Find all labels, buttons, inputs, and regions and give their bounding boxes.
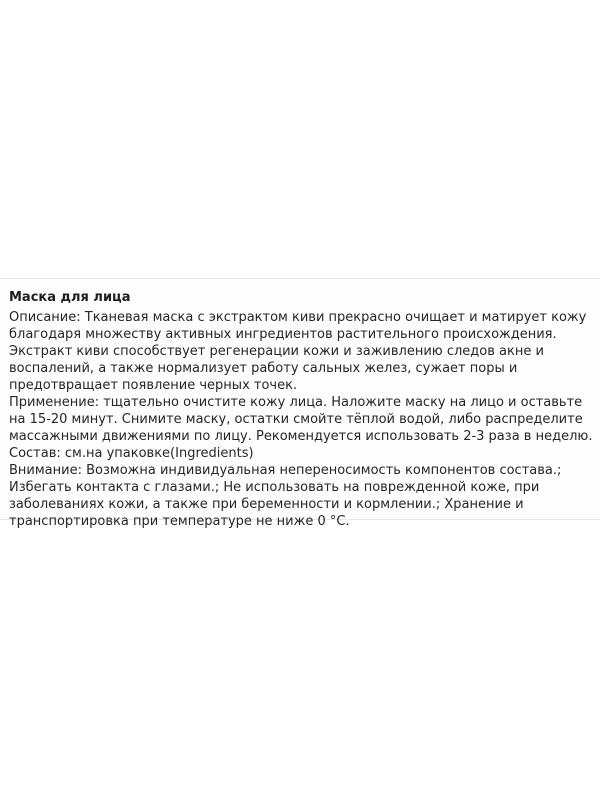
- composition-text: Состав: см.на упаковке(Ingredients): [9, 446, 254, 461]
- label-content: [9, 289, 593, 530]
- usage-text: Применение: тщательно очистите кожу лица. Наложите маску на лицо и оставьте на 15-20 минут. Снимите маску, остатки смойте тёплой водой, либо распределите массажными движениями по лицу. Рекомендуется использовать 2-3 раза в неделю.: [9, 395, 593, 444]
- product-label: [0, 278, 600, 529]
- description-text: Описание: Тканевая маска с экстрактом киви прекрасно очищает и матирует кожу благодаря множеству активных ингредиентов растительного происхождения. Экстракт киви способствует регенерации кожи и заживлению следов акне и воспалений, а также нормализует работу сальных желез, сужает поры и предотвращает появление черных точек.: [9, 310, 587, 393]
- product-title: Маска для лица: [9, 290, 131, 305]
- warning-text: Внимание: Возможна индивидуальная непереносимость компонентов состава.; Избегать контакта с глазами.; Не использовать на поврежденной коже, при заболеваниях кожи, а также при беременности и кормлении.; Хранение и транспортировка при температуре не ниже 0 °С.: [9, 463, 562, 529]
